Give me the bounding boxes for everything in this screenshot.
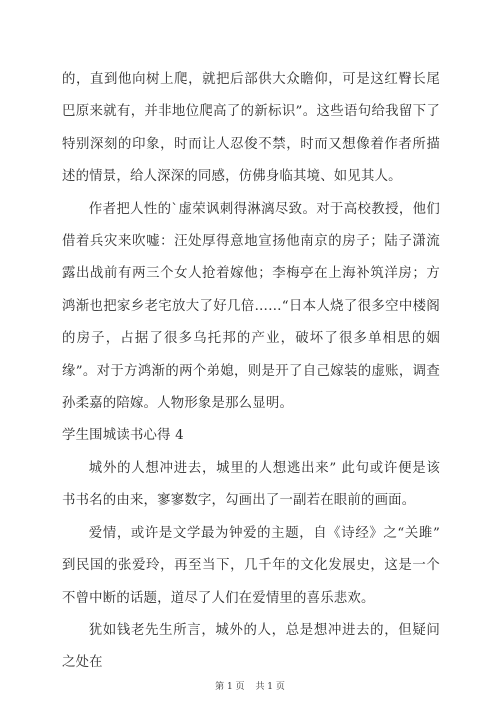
- page-number: 第 1 页: [215, 682, 245, 692]
- section-heading: 学生围城读书心得 4: [62, 428, 184, 444]
- paragraph-title-origin: 城外的人想冲进去，城里的人想逃出来” 此句或许便是该书书名的由来，寥寥数字，勾画出了一副若在眼前的画面。: [62, 460, 440, 509]
- page-footer: [0, 679, 500, 692]
- paragraph-satire: 作者把人性的`虚荣讽刺得淋漓尽致。对于高校教授，他们借着兵灾来吹嘘：汪处厚得意地宣扬他南京的房子；陆子潇流露出战前有两三个女人抢着嫁他；李梅亭在上海补筑洋房；方鸿渐也把家乡老宅放大了好几倍……“日本人烧了很多空中楼阁的房子，占据了很多乌托邦的产业，破坏了很多单相思的姻缘”。对于方鸿渐的两个弟媳，则是开了自己嫁装的虚账，调查孙柔嘉的陪嫁。人物形象是那么显明。: [62, 201, 440, 412]
- page-total: 共 1 页: [255, 682, 285, 692]
- document-body: [62, 64, 440, 680]
- paragraph-continuation: 的，直到他向树上爬，就把后部供大众瞻仰，可是这红臀长尾巴原来就有，并非地位爬高了的新标识”。这些语句给我留下了特别深刻的印象，时而让人忍俊不禁，时而又想像着作者所描述的情景，给人深深的同感，仿佛身临其境、如见其人。: [62, 72, 440, 185]
- paragraph-love-theme: 爱情，或许是文学最为钟爱的主题，自《诗经》之“关雎” 到民国的张爱玲，再至当下，几千年的文化发展史，这是一个不曾中断的话题，道尽了人们在爱情里的喜乐悲欢。: [62, 525, 440, 606]
- paragraph-quote-start: 犹如钱老先生所言，城外的人，总是想冲进去的，但疑问之处在: [62, 622, 440, 671]
